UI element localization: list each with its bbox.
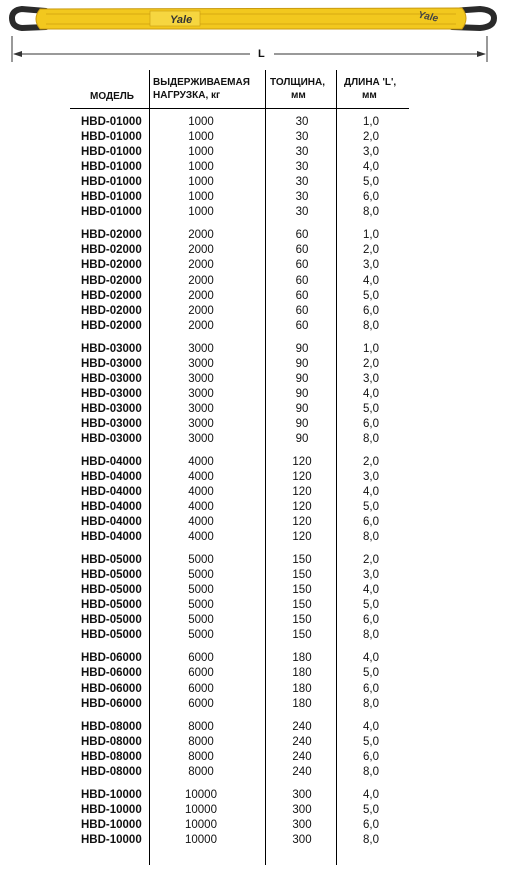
length-cell: 3,0 — [363, 146, 379, 159]
model-cell: HBD-04000 — [81, 486, 142, 498]
length-cell: 8,0 — [363, 629, 379, 642]
thickness-cell: 90 — [295, 417, 309, 430]
model-cell: HBD-06000 — [81, 652, 142, 665]
sling-illustration — [0, 0, 507, 70]
table-row — [0, 628, 507, 643]
length-cell: 5,0 — [363, 803, 379, 816]
thickness-cell: 120 — [292, 531, 312, 544]
model-cell: HBD-02000 — [81, 274, 142, 287]
table-row — [0, 682, 507, 697]
length-cell: 1,0 — [363, 116, 379, 128]
length-cell: 3,0 — [363, 569, 379, 582]
model-cell: HBD-10000 — [81, 833, 142, 846]
length-cell: 2,0 — [363, 131, 379, 144]
model-cell: HBD-08000 — [81, 765, 142, 778]
length-cell: 1,0 — [363, 229, 379, 242]
length-cell: 3,0 — [363, 372, 379, 385]
load-cell: 5000 — [188, 584, 214, 597]
model-cell: HBD-02000 — [81, 304, 142, 317]
load-cell: 10000 — [185, 803, 217, 816]
thickness-cell: 30 — [295, 116, 309, 128]
load-cell: 1000 — [188, 161, 214, 174]
dimension-arrow-right — [477, 51, 486, 57]
model-cell: HBD-01000 — [81, 176, 142, 189]
length-cell: 5,0 — [363, 289, 379, 302]
thickness-cell: 30 — [295, 131, 309, 144]
length-cell: 6,0 — [363, 818, 379, 831]
table-row — [0, 357, 507, 372]
load-cell: 2000 — [188, 304, 214, 317]
load-cell: 10000 — [185, 818, 217, 831]
length-cell: 8,0 — [363, 432, 379, 445]
model-cell: HBD-01000 — [81, 206, 142, 219]
model-cell: HBD-05000 — [81, 569, 142, 582]
table-row — [0, 553, 507, 568]
table-row — [0, 818, 507, 833]
table-row — [0, 175, 507, 190]
load-cell: 8000 — [188, 735, 214, 748]
model-cell: HBD-01000 — [81, 161, 142, 174]
thickness-cell: 240 — [292, 750, 312, 763]
model-cell: HBD-08000 — [81, 735, 142, 748]
length-cell: 6,0 — [363, 191, 379, 204]
table-row — [0, 417, 507, 432]
load-cell: 3000 — [188, 372, 214, 385]
table-row — [0, 289, 507, 304]
load-cell: 1000 — [188, 146, 214, 159]
header-load-line2: НАГРУЗКА, кг — [153, 90, 221, 101]
table-row — [0, 500, 507, 515]
brand-text: Yale — [170, 14, 193, 26]
table-row — [0, 387, 507, 402]
table-row — [0, 720, 507, 735]
load-cell: 5000 — [188, 569, 214, 582]
length-cell: 2,0 — [363, 455, 379, 468]
header-divider — [70, 108, 409, 109]
table-row — [0, 160, 507, 175]
thickness-cell: 60 — [295, 259, 309, 272]
length-cell: 2,0 — [363, 357, 379, 370]
model-cell: HBD-06000 — [81, 667, 142, 680]
thickness-cell: 300 — [292, 833, 312, 846]
model-cell: HBD-08000 — [81, 720, 142, 733]
model-cell: HBD-08000 — [81, 750, 142, 763]
table-row — [0, 583, 507, 598]
load-cell: 1000 — [188, 206, 214, 219]
length-cell: 8,0 — [363, 697, 379, 710]
header-length-line2: мм — [362, 90, 377, 101]
table-row — [0, 833, 507, 848]
model-cell: HBD-05000 — [81, 629, 142, 642]
load-cell: 2000 — [188, 259, 214, 272]
load-cell: 3000 — [188, 432, 214, 445]
length-cell: 6,0 — [363, 304, 379, 317]
table-row — [0, 190, 507, 205]
model-cell: HBD-03000 — [81, 432, 142, 445]
load-cell: 10000 — [185, 788, 217, 801]
table-row — [0, 750, 507, 765]
model-cell: HBD-04000 — [81, 471, 142, 483]
model-cell: HBD-03000 — [81, 402, 142, 415]
table-row — [0, 485, 507, 500]
dimension-arrow-left — [13, 51, 22, 57]
table-row — [0, 598, 507, 613]
model-cell: HBD-10000 — [81, 818, 142, 831]
model-cell: HBD-03000 — [81, 342, 142, 355]
table-row — [0, 342, 507, 357]
length-cell: 4,0 — [363, 788, 379, 801]
thickness-cell: 30 — [295, 146, 309, 159]
length-cell: 1,0 — [363, 342, 379, 355]
load-cell: 5000 — [188, 629, 214, 642]
header-thickness-line2: мм — [291, 90, 306, 101]
thickness-cell: 240 — [292, 720, 312, 733]
table-row — [0, 274, 507, 289]
length-cell: 3,0 — [363, 259, 379, 272]
model-cell: HBD-02000 — [81, 289, 142, 302]
thickness-cell: 180 — [292, 697, 312, 710]
length-cell: 4,0 — [363, 720, 379, 733]
thickness-cell: 300 — [292, 788, 312, 801]
table-row — [0, 568, 507, 583]
table-row — [0, 613, 507, 628]
thickness-cell: 150 — [292, 554, 312, 567]
model-cell: HBD-01000 — [81, 146, 142, 159]
thickness-cell: 60 — [295, 319, 309, 332]
thickness-cell: 90 — [295, 432, 309, 445]
load-cell: 8000 — [188, 720, 214, 733]
load-cell: 3000 — [188, 417, 214, 430]
table-row — [0, 304, 507, 319]
length-cell: 8,0 — [363, 206, 379, 219]
load-cell: 8000 — [188, 765, 214, 778]
model-cell: HBD-04000 — [81, 531, 142, 544]
thickness-cell: 180 — [292, 667, 312, 680]
length-cell: 4,0 — [363, 274, 379, 287]
length-cell: 4,0 — [363, 584, 379, 597]
model-cell: HBD-01000 — [81, 131, 142, 144]
thickness-cell: 90 — [295, 342, 309, 355]
model-cell: HBD-03000 — [81, 417, 142, 430]
load-cell: 6000 — [188, 697, 214, 710]
load-cell: 4000 — [188, 516, 214, 529]
load-cell: 3000 — [188, 387, 214, 400]
table-row — [0, 515, 507, 530]
thickness-cell: 60 — [295, 229, 309, 242]
thickness-cell: 150 — [292, 629, 312, 642]
thickness-cell: 30 — [295, 206, 309, 219]
table-row — [0, 803, 507, 818]
load-cell: 4000 — [188, 501, 214, 514]
length-cell: 4,0 — [363, 652, 379, 665]
thickness-cell: 120 — [292, 486, 312, 498]
thickness-cell: 150 — [292, 584, 312, 597]
thickness-cell: 90 — [295, 402, 309, 415]
model-cell: HBD-01000 — [81, 191, 142, 204]
table-row — [0, 530, 507, 545]
load-cell: 4000 — [188, 486, 214, 498]
load-cell: 2000 — [188, 319, 214, 332]
model-cell: HBD-06000 — [81, 682, 142, 695]
table-row — [0, 432, 507, 447]
thickness-cell: 30 — [295, 191, 309, 204]
length-cell: 8,0 — [363, 765, 379, 778]
model-cell: HBD-05000 — [81, 554, 142, 567]
thickness-cell: 120 — [292, 455, 312, 468]
thickness-cell: 90 — [295, 357, 309, 370]
thickness-cell: 150 — [292, 569, 312, 582]
thickness-cell: 120 — [292, 516, 312, 529]
thickness-cell: 60 — [295, 289, 309, 302]
table-row — [0, 455, 507, 470]
thickness-cell: 60 — [295, 274, 309, 287]
load-cell: 1000 — [188, 131, 214, 144]
thickness-cell: 120 — [292, 471, 312, 483]
load-cell: 1000 — [188, 116, 214, 128]
table-row — [0, 243, 507, 258]
header-length-line1: ДЛИНА 'L', — [344, 77, 397, 88]
header-thickness-line1: ТОЛЩИНА, — [270, 77, 326, 88]
length-cell: 5,0 — [363, 599, 379, 612]
length-cell: 5,0 — [363, 176, 379, 189]
table-row — [0, 402, 507, 417]
model-cell: HBD-02000 — [81, 244, 142, 257]
table-row — [0, 115, 507, 130]
load-cell: 4000 — [188, 531, 214, 544]
model-cell: HBD-10000 — [81, 803, 142, 816]
model-cell: HBD-03000 — [81, 357, 142, 370]
length-cell: 4,0 — [363, 486, 379, 498]
sling-body — [36, 8, 466, 29]
load-cell: 3000 — [188, 342, 214, 355]
length-cell: 8,0 — [363, 319, 379, 332]
load-cell: 5000 — [188, 614, 214, 627]
model-cell: HBD-05000 — [81, 614, 142, 627]
thickness-cell: 180 — [292, 682, 312, 695]
header-model: МОДЕЛЬ — [90, 91, 134, 102]
table-row — [0, 788, 507, 803]
length-cell: 4,0 — [363, 387, 379, 400]
load-cell: 8000 — [188, 750, 214, 763]
thickness-cell: 60 — [295, 304, 309, 317]
model-cell: HBD-01000 — [81, 116, 142, 128]
length-cell: 5,0 — [363, 501, 379, 514]
table-row — [0, 258, 507, 273]
brand-text-right: Yale — [417, 9, 440, 25]
model-cell: HBD-05000 — [81, 584, 142, 597]
table-row — [0, 228, 507, 243]
model-cell: HBD-02000 — [81, 259, 142, 272]
table-row — [0, 372, 507, 387]
model-cell: HBD-03000 — [81, 387, 142, 400]
load-cell: 6000 — [188, 652, 214, 665]
model-cell: HBD-05000 — [81, 599, 142, 612]
load-cell: 1000 — [188, 191, 214, 204]
load-cell: 2000 — [188, 289, 214, 302]
length-cell: 6,0 — [363, 417, 379, 430]
model-cell: HBD-02000 — [81, 229, 142, 242]
model-cell: HBD-04000 — [81, 455, 142, 468]
length-cell: 3,0 — [363, 471, 379, 483]
dimension-label: L — [258, 48, 265, 60]
length-cell: 6,0 — [363, 614, 379, 627]
model-cell: HBD-04000 — [81, 516, 142, 529]
load-cell: 2000 — [188, 229, 214, 242]
load-cell: 2000 — [188, 274, 214, 287]
load-cell: 3000 — [188, 357, 214, 370]
thickness-cell: 90 — [295, 372, 309, 385]
thickness-cell: 30 — [295, 161, 309, 174]
thickness-cell: 240 — [292, 765, 312, 778]
table-row — [0, 697, 507, 712]
table-row — [0, 735, 507, 750]
header-load-line1: ВЫДЕРЖИВАЕМАЯ — [153, 77, 250, 88]
thickness-cell: 150 — [292, 614, 312, 627]
length-cell: 8,0 — [363, 833, 379, 846]
thickness-cell: 300 — [292, 818, 312, 831]
length-cell: 2,0 — [363, 554, 379, 567]
length-cell: 6,0 — [363, 750, 379, 763]
load-cell: 4000 — [188, 471, 214, 483]
table-row — [0, 470, 507, 485]
table-row — [0, 666, 507, 681]
model-cell: HBD-04000 — [81, 501, 142, 514]
load-cell: 5000 — [188, 554, 214, 567]
load-cell: 4000 — [188, 455, 214, 468]
length-cell: 6,0 — [363, 516, 379, 529]
thickness-cell: 300 — [292, 803, 312, 816]
length-cell: 8,0 — [363, 531, 379, 544]
load-cell: 1000 — [188, 176, 214, 189]
length-cell: 5,0 — [363, 402, 379, 415]
model-cell: HBD-03000 — [81, 372, 142, 385]
load-cell: 6000 — [188, 682, 214, 695]
table-row — [0, 205, 507, 220]
length-cell: 5,0 — [363, 735, 379, 748]
table-row — [0, 319, 507, 334]
length-cell: 4,0 — [363, 161, 379, 174]
length-cell: 2,0 — [363, 244, 379, 257]
thickness-cell: 60 — [295, 244, 309, 257]
model-cell: HBD-06000 — [81, 697, 142, 710]
model-cell: HBD-10000 — [81, 788, 142, 801]
table-row — [0, 651, 507, 666]
table-row — [0, 130, 507, 145]
load-cell: 3000 — [188, 402, 214, 415]
thickness-cell: 180 — [292, 652, 312, 665]
length-cell: 6,0 — [363, 682, 379, 695]
load-cell: 5000 — [188, 599, 214, 612]
thickness-cell: 240 — [292, 735, 312, 748]
load-cell: 2000 — [188, 244, 214, 257]
length-cell: 5,0 — [363, 667, 379, 680]
thickness-cell: 120 — [292, 501, 312, 514]
table-row — [0, 145, 507, 160]
model-cell: HBD-02000 — [81, 319, 142, 332]
thickness-cell: 90 — [295, 387, 309, 400]
table-row — [0, 765, 507, 780]
load-cell: 10000 — [185, 833, 217, 846]
thickness-cell: 30 — [295, 176, 309, 189]
thickness-cell: 150 — [292, 599, 312, 612]
load-cell: 6000 — [188, 667, 214, 680]
